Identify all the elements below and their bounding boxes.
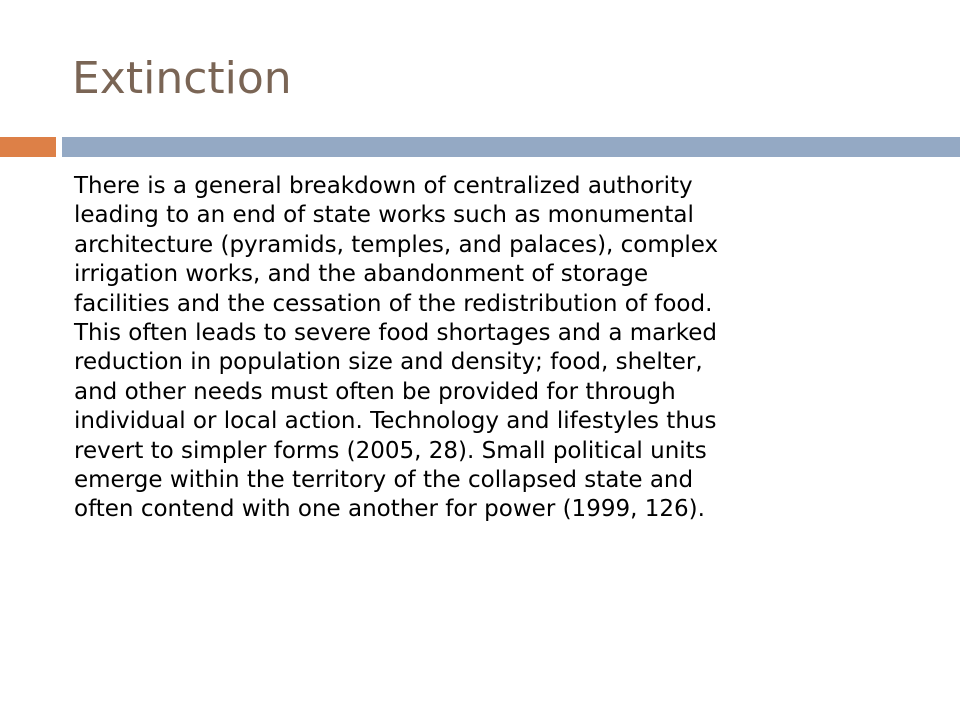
slide-title: Extinction [72, 53, 292, 104]
body-line: irrigation works, and the abandonment of storage [74, 261, 649, 288]
title-rule-bar [62, 137, 960, 157]
body-line: reduction in population size and density; food, shelter, [74, 349, 703, 376]
body-line: architecture (pyramids, temples, and palaces), complex [74, 231, 719, 258]
body-line: leading to an end of state works such as monumental [74, 202, 694, 229]
body-line: revert to simpler forms (2005, 28). Small political units [74, 437, 707, 464]
accent-bar [0, 137, 56, 157]
body-line: and other needs must often be provided for through [74, 378, 676, 405]
body-line: This often leads to severe food shortages and a marked [74, 320, 717, 347]
body-line: often contend with one another for power (1999, 126). [74, 496, 705, 523]
body-line: individual or local action. Technology and lifestyles thus [74, 408, 717, 435]
body-line: facilities and the cessation of the redistribution of food. [74, 290, 713, 317]
body-line: There is a general breakdown of centralized authority [74, 173, 693, 199]
body-paragraph [74, 172, 894, 525]
body-line: emerge within the territory of the collapsed state and [74, 467, 694, 494]
